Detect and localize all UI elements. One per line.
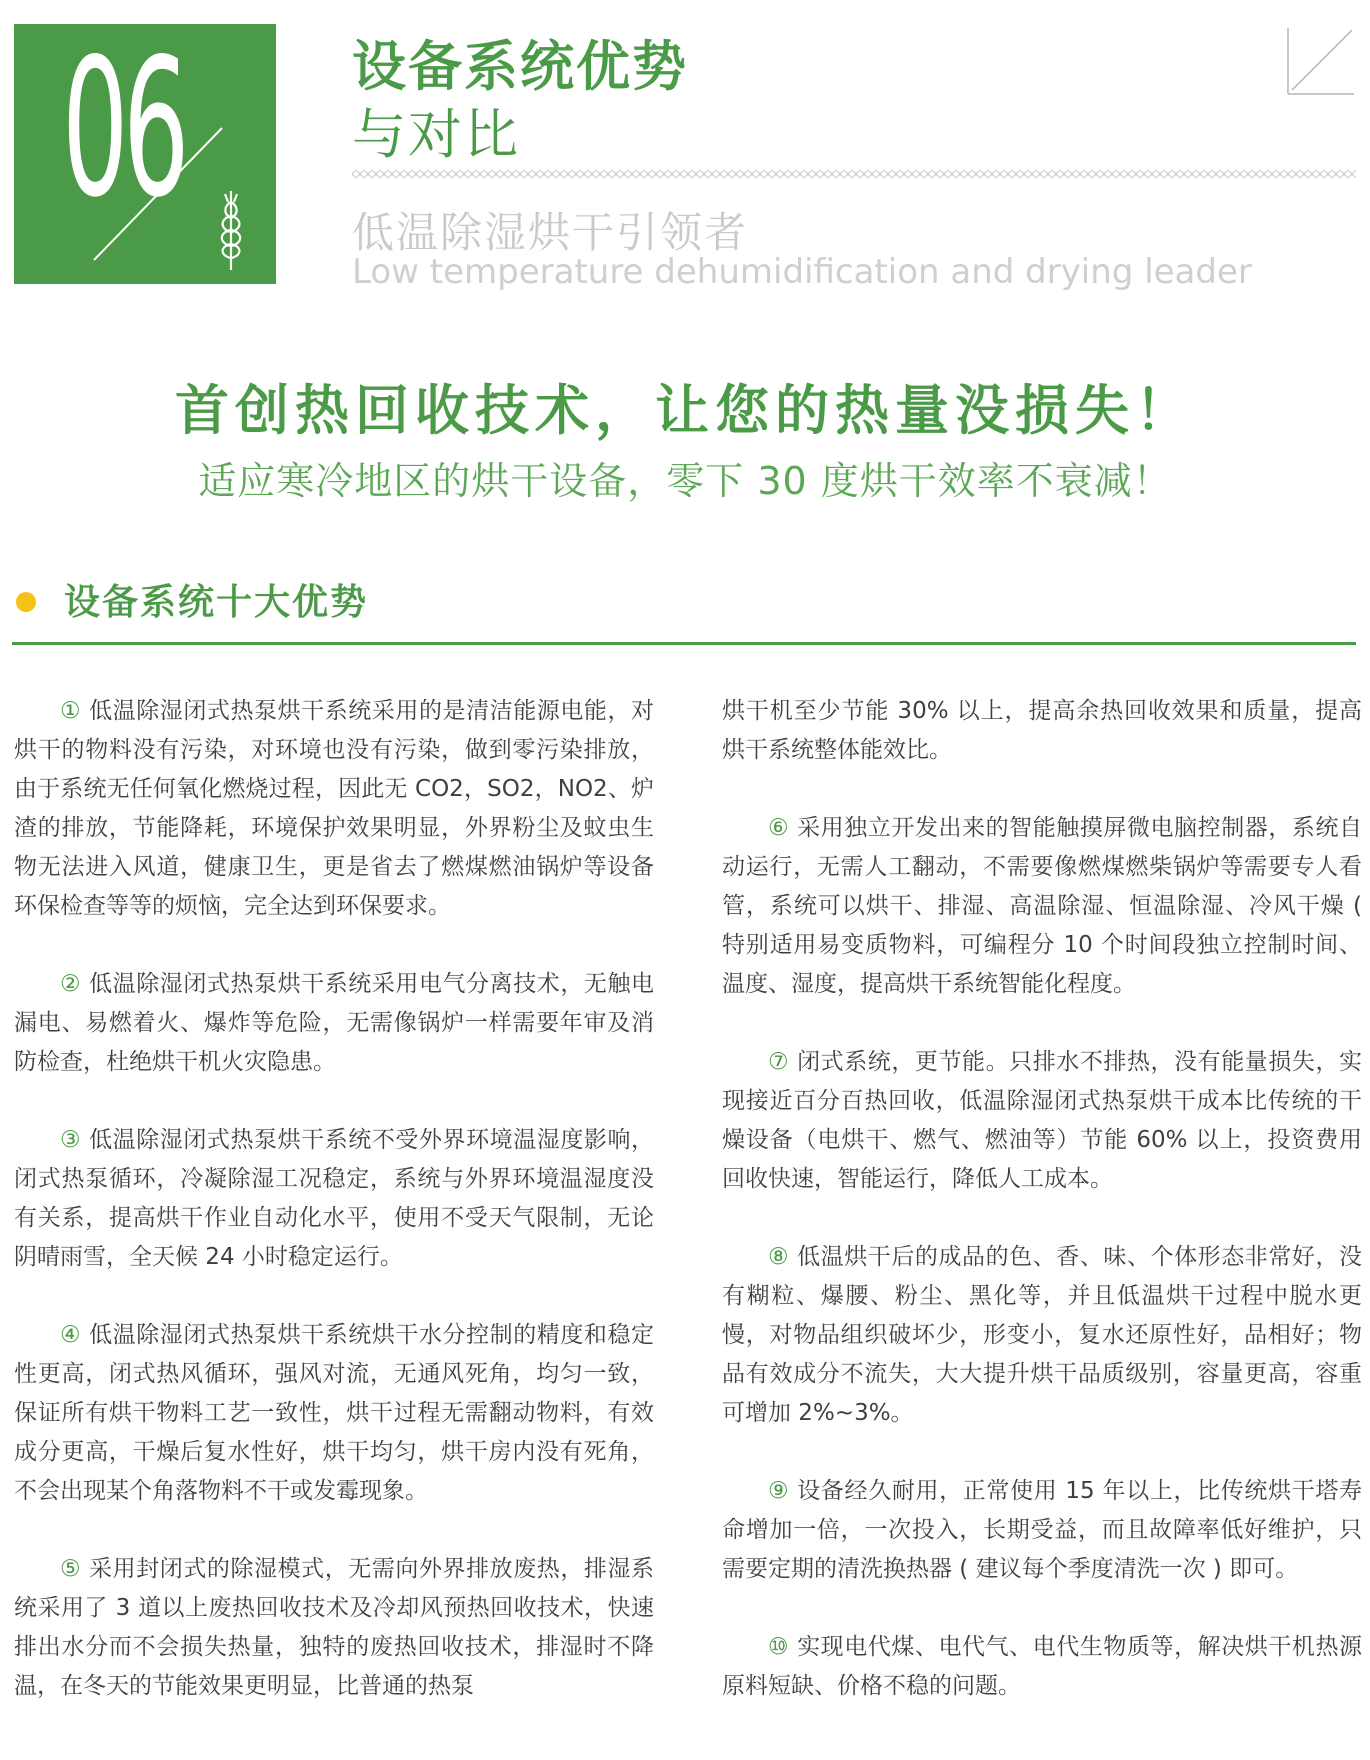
slogan-chinese: 低温除湿烘干引领者 <box>352 208 749 257</box>
chapter-number: 06 <box>62 24 184 239</box>
item-text: 低温除湿闭式热泵烘干系统采用的是清洁能源电能，对烘干的物料没有污染，对环境也没有污染，做到零污染排放，由于系统无任何氧化燃烧过程，因此无 CO2，SO2，NO2、炉渣的排放，节能降耗，环境保护效果明显，外界粉尘及蚊虫生物无法进入风道，健康卫生，更是省去了燃煤燃油锅炉等设备环保检查等等的烦恼，完全达到环保要求。 <box>14 698 654 919</box>
advantage-item <box>14 692 654 926</box>
item-number: ⑥ <box>768 815 790 841</box>
item-text: 采用封闭式的除湿模式，无需向外界排放废热，排湿系统采用了 3 道以上废热回收技术及冷却风预热回收技术，快速排出水分而不会损失热量，独特的废热回收技术，排湿时不降温，在冬天的节能效果更明显，比普通的热泵 <box>14 1556 654 1699</box>
wheat-icon <box>210 188 252 272</box>
section-divider <box>12 642 1356 645</box>
corner-arrow-icon <box>1286 26 1356 96</box>
advantage-item <box>14 1121 654 1277</box>
advantage-item <box>722 1472 1362 1589</box>
item-text: 低温除湿闭式热泵烘干系统采用电气分离技术，无触电漏电、易燃着火、爆炸等危险，无需像锅炉一样需要年审及消防检查，杜绝烘干机火灾隐患。 <box>14 971 654 1075</box>
advantage-item <box>722 809 1362 1004</box>
section-title-main: 设备系统优势 <box>352 35 688 98</box>
chapter-badge <box>14 24 276 284</box>
item-number: ② <box>60 971 82 997</box>
advantage-item <box>14 1550 654 1706</box>
advantages-column-right <box>722 692 1362 1745</box>
item-number: ④ <box>60 1322 82 1348</box>
item-text: 低温烘干后的成品的色、香、味、个体形态非常好，没有糊粒、爆腰、粉尘、黑化等，并且低温烘干过程中脱水更慢，对物品组织破坏少，形变小，复水还原性好，品相好；物品有效成分不流失，大大提升烘干品质级别，容量更高，容重可增加 2%~3%。 <box>722 1244 1362 1426</box>
item-text: 低温除湿闭式热泵烘干系统不受外界环境温湿度影响，闭式热泵循环，冷凝除湿工况稳定，系统与外界环境温湿度没有关系，提高烘干作业自动化水平，使用不受天气限制，无论阴晴雨雪，全天候 24 小时稳定运行。 <box>14 1127 654 1270</box>
section-bullet-dot <box>16 592 36 612</box>
advantage-item <box>722 1628 1362 1706</box>
item-number: ⑩ <box>768 1634 790 1660</box>
section-title-sub: 与对比 <box>352 103 520 166</box>
advantage-item-continued: 烘干机至少节能 30% 以上，提高余热回收效果和质量，提高烘干系统整体能效比。 <box>722 698 1362 763</box>
advantages-column-left <box>14 692 654 1745</box>
item-text: 采用独立开发出来的智能触摸屏微电脑控制器，系统自动运行，无需人工翻动，不需要像燃煤燃柴锅炉等需要专人看管，系统可以烘干、排湿、高温除湿、恒温除湿、冷风干燥 ( 特别适用易变质物料，可编程分 10 个时间段独立控制时间、温度、湿度，提高烘干系统智能化程度。 <box>722 815 1362 997</box>
item-text: 设备经久耐用，正常使用 15 年以上，比传统烘干塔寿命增加一倍，一次投入，长期受益，而且故障率低好维护，只需要定期的清洗换热器 ( 建议每个季度清洗一次 ) 即可。 <box>722 1478 1363 1582</box>
item-number: ⑧ <box>768 1244 790 1270</box>
item-number: ① <box>60 698 82 724</box>
item-number: ③ <box>60 1127 82 1153</box>
item-text: 闭式系统，更节能。只排水不排热，没有能量损失，实现接近百分百热回收，低温除湿闭式热泵烘干成本比传统的干燥设备（电烘干、燃气、燃油等）节能 60% 以上，投资费用回收快速，智能运行，降低人工成本。 <box>722 1049 1362 1192</box>
dotted-divider <box>352 170 1356 178</box>
advantage-item <box>722 1238 1362 1433</box>
advantage-item <box>14 1316 654 1511</box>
item-text: 低温除湿闭式热泵烘干系统烘干水分控制的精度和稳定性更高，闭式热风循环，强风对流，无通风死角，均匀一致，保证所有烘干物料工艺一致性，烘干过程无需翻动物料，有效成分更高，干燥后复水性好，烘干均匀，烘干房内没有死角，不会出现某个角落物料不干或发霉现象。 <box>14 1322 654 1504</box>
item-number: ⑤ <box>60 1556 82 1582</box>
advantage-item <box>722 1043 1362 1199</box>
advantage-item <box>14 965 654 1082</box>
item-number: ⑦ <box>768 1049 790 1075</box>
section-heading: 设备系统十大优势 <box>64 582 369 623</box>
slogan-english: Low temperature dehumidification and drying leader <box>352 252 1252 292</box>
item-number: ⑨ <box>768 1478 790 1504</box>
item-text: 实现电代煤、电代气、电代生物质等，解决烘干机热源原料短缺、价格不稳的问题。 <box>722 1634 1362 1699</box>
headline: 首创热回收技术，让您的热量没损失！ <box>175 379 1195 442</box>
subheadline: 适应寒冷地区的烘干设备，零下 30 度烘干效率不衰减！ <box>198 459 1172 503</box>
